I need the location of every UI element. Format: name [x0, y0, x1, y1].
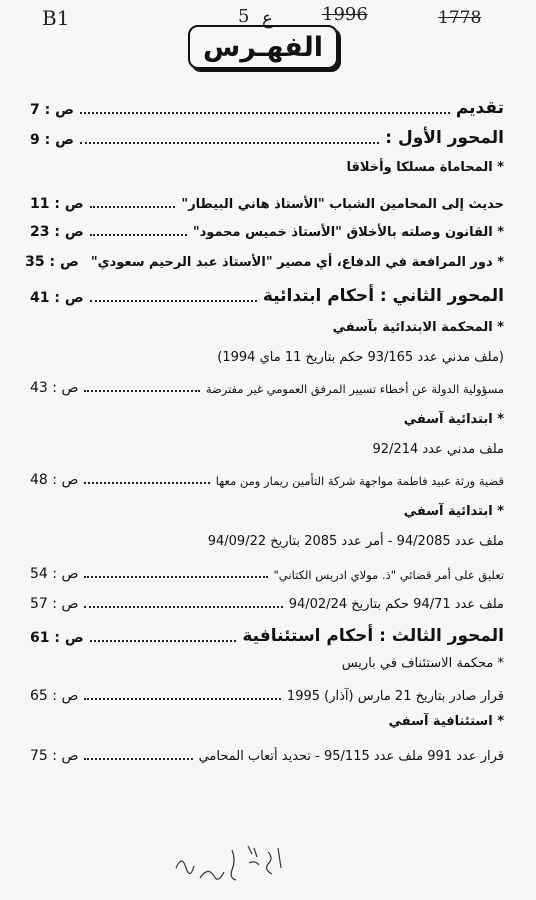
dot-leader — [90, 234, 187, 236]
entry-text: * محكمة الاستئناف في باريس — [341, 656, 504, 671]
dot-leader — [90, 206, 176, 208]
entry-text: ملف عدد 94/71 حكم بتاريخ 94/02/24 — [288, 597, 504, 612]
entry-text: المحور الثاني : أحكام ابتدائية — [262, 286, 504, 306]
toc-entry — [30, 748, 504, 764]
entry-page: ص : 11 — [30, 196, 84, 212]
toc-entry — [25, 254, 504, 270]
handwritten-reference: 1778 — [438, 8, 482, 28]
entry-page: ص : 75 — [30, 748, 79, 764]
handwritten-year: 1996 — [322, 4, 368, 25]
dot-leader — [80, 142, 379, 144]
handwritten-number: 5 — [238, 6, 250, 27]
section-heading — [404, 412, 504, 427]
handwritten-mark-left: B1 — [42, 6, 70, 30]
page-title: الفهـرس — [188, 25, 338, 69]
toc-entry — [30, 688, 504, 704]
entry-text: حديث إلى المحامين الشباب "الأستاذ هاني البيطار" — [181, 197, 504, 212]
entry-text: مسؤولية الدولة عن أخطاء تسيير المرفق العمومي غير مفترضة — [205, 382, 504, 396]
entry-text: (ملف مدني عدد 93/165 حكم بتاريخ 11 ماي 1994) — [217, 350, 504, 365]
dot-leader — [84, 698, 281, 700]
entry-text: * استئنافية آسفي — [388, 714, 504, 729]
section-heading — [389, 714, 504, 729]
entry-page: ص : 7 — [30, 102, 74, 118]
handwritten-scribble — [170, 838, 300, 888]
entry-text: * ابتدائية آسفي — [403, 504, 504, 519]
entry-page: ص : 41 — [30, 290, 84, 306]
dot-leader — [84, 606, 282, 608]
entry-text: * القانون وصلته بالأخلاق "الأستاذ خميس محمود" — [192, 225, 504, 240]
entry-text: تعليق على أمر قضائي "ذ. مولاي ادريس الكتاني" — [273, 568, 504, 582]
entry-page: ص : 43 — [30, 380, 79, 396]
dot-leader — [84, 482, 209, 484]
entry-page: ص : 65 — [30, 688, 79, 704]
toc-entry — [30, 596, 504, 612]
toc-entry — [30, 380, 504, 396]
dot-leader — [90, 300, 257, 302]
case-line — [217, 350, 504, 365]
entry-page: ص : 54 — [30, 566, 79, 582]
entry-text: قرار صادر بتاريخ 21 مارس (آذار) 1995 — [286, 689, 504, 704]
entry-page: ص : 35 — [25, 254, 79, 270]
entry-page: ص : 9 — [30, 132, 74, 148]
entry-text: قضية ورثة عبيد فاطمة مواجهة شركة التأمين ريمار ومن معها — [215, 474, 504, 488]
entry-text: * دور المرافعة في الدفاع، أي مصير "الأستاذ عبد الرحيم سعودي" — [90, 255, 504, 270]
entry-text: * ابتدائية آسفي — [403, 412, 504, 427]
entry-text: ملف مدني عدد 92/214 — [372, 442, 504, 457]
entry-text: تقديم — [455, 98, 504, 118]
dot-leader — [84, 758, 192, 760]
handwritten-letter: ع — [262, 8, 273, 29]
section-heading — [333, 320, 504, 335]
case-line — [373, 442, 504, 457]
toc-entry — [30, 472, 504, 488]
toc-entry — [30, 224, 504, 240]
toc-entry — [30, 626, 504, 646]
entry-text: المحور الأول : — [385, 128, 504, 148]
toc-entry — [30, 128, 504, 148]
toc-entry — [30, 98, 504, 118]
entry-page: ص : 61 — [30, 630, 84, 646]
toc-entry — [30, 196, 504, 212]
dot-leader — [84, 576, 267, 578]
entry-text: * المحاماة مسلكا وأخلاقا — [346, 160, 504, 175]
entry-text: المحور الثالث : أحكام استئنافية — [242, 626, 504, 646]
entry-text: قرار عدد 991 ملف عدد 95/115 - تحديد أتعاب المحامي — [198, 749, 504, 764]
dot-leader — [80, 112, 450, 114]
entry-text: ملف عدد 94/2085 - أمر عدد 2085 بتاريخ 94/09/22 — [207, 534, 504, 549]
entry-text: * المحكمة الابتدائية بآسفي — [332, 320, 504, 335]
dot-leader — [84, 390, 199, 392]
section-heading — [404, 504, 504, 519]
entry-page: ص : 23 — [30, 224, 84, 240]
section-heading — [347, 160, 504, 175]
case-line — [208, 534, 504, 549]
toc-entry — [30, 286, 504, 306]
dot-leader — [90, 640, 237, 642]
toc-entry — [30, 566, 504, 582]
entry-page: ص : 57 — [30, 596, 79, 612]
entry-page: ص : 48 — [30, 472, 79, 488]
section-heading — [342, 656, 504, 671]
